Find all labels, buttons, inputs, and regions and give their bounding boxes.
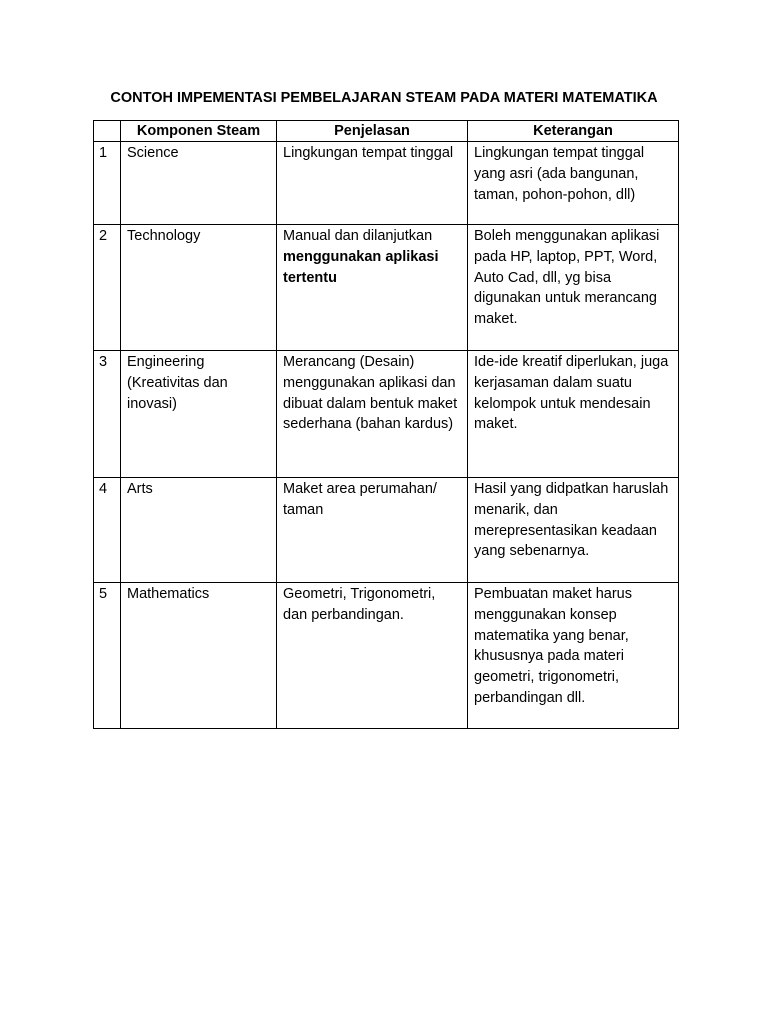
- row-remarks: Ide-ide kreatif diperlukan, juga kerjasaman dalam suatu kelompok untuk mendesain maket.: [468, 351, 679, 478]
- row-explanation-bold-text: menggunakan aplikasi tertentu: [283, 248, 439, 286]
- row-remarks: Boleh menggunakan aplikasi pada HP, laptop, PPT, Word, Auto Cad, dll, yg bisa digunakan untuk merancang maket.: [468, 225, 679, 351]
- row-number: 4: [94, 478, 121, 583]
- row-remarks: Pembuatan maket harus menggunakan konsep matematika yang benar, khususnya pada materi geometri, trigonometri, perbandingan dll.: [468, 583, 679, 729]
- row-explanation-text: Manual dan dilanjutkan: [283, 228, 433, 244]
- table-row: [94, 478, 679, 583]
- row-explanation: Maket area perumahan/ taman: [277, 478, 468, 583]
- row-explanation: Geometri, Trigonometri, dan perbandingan.: [277, 583, 468, 729]
- row-number: 3: [94, 351, 121, 478]
- row-remarks: Hasil yang didpatkan haruslah menarik, dan merepresentasikan keadaan yang sebenarnya.: [468, 478, 679, 583]
- row-number: 2: [94, 225, 121, 351]
- row-component: Arts: [121, 478, 277, 583]
- row-explanation: Lingkungan tempat tinggal: [277, 142, 468, 225]
- header-remarks: Keterangan: [468, 121, 679, 142]
- table-row: [94, 142, 679, 225]
- table-row: [94, 351, 679, 478]
- table-header-row: [94, 121, 679, 142]
- header-number: [94, 121, 121, 142]
- table-row: [94, 225, 679, 351]
- steam-table: [93, 120, 679, 729]
- row-remarks: Lingkungan tempat tinggal yang asri (ada bangunan, taman, pohon-pohon, dll): [468, 142, 679, 225]
- document-title: CONTOH IMPEMENTASI PEMBELAJARAN STEAM PADA MATERI MATEMATIKA: [110, 90, 658, 106]
- row-component: Mathematics: [121, 583, 277, 729]
- row-component: Technology: [121, 225, 277, 351]
- header-component: Komponen Steam: [121, 121, 277, 142]
- row-component: Engineering (Kreativitas dan inovasi): [121, 351, 277, 478]
- row-number: 1: [94, 142, 121, 225]
- row-explanation: Merancang (Desain) menggunakan aplikasi dan dibuat dalam bentuk maket sederhana (bahan kardus): [277, 351, 468, 478]
- row-component: Science: [121, 142, 277, 225]
- row-explanation: [277, 225, 468, 351]
- row-number: 5: [94, 583, 121, 729]
- table-row: [94, 583, 679, 729]
- header-explanation: Penjelasan: [277, 121, 468, 142]
